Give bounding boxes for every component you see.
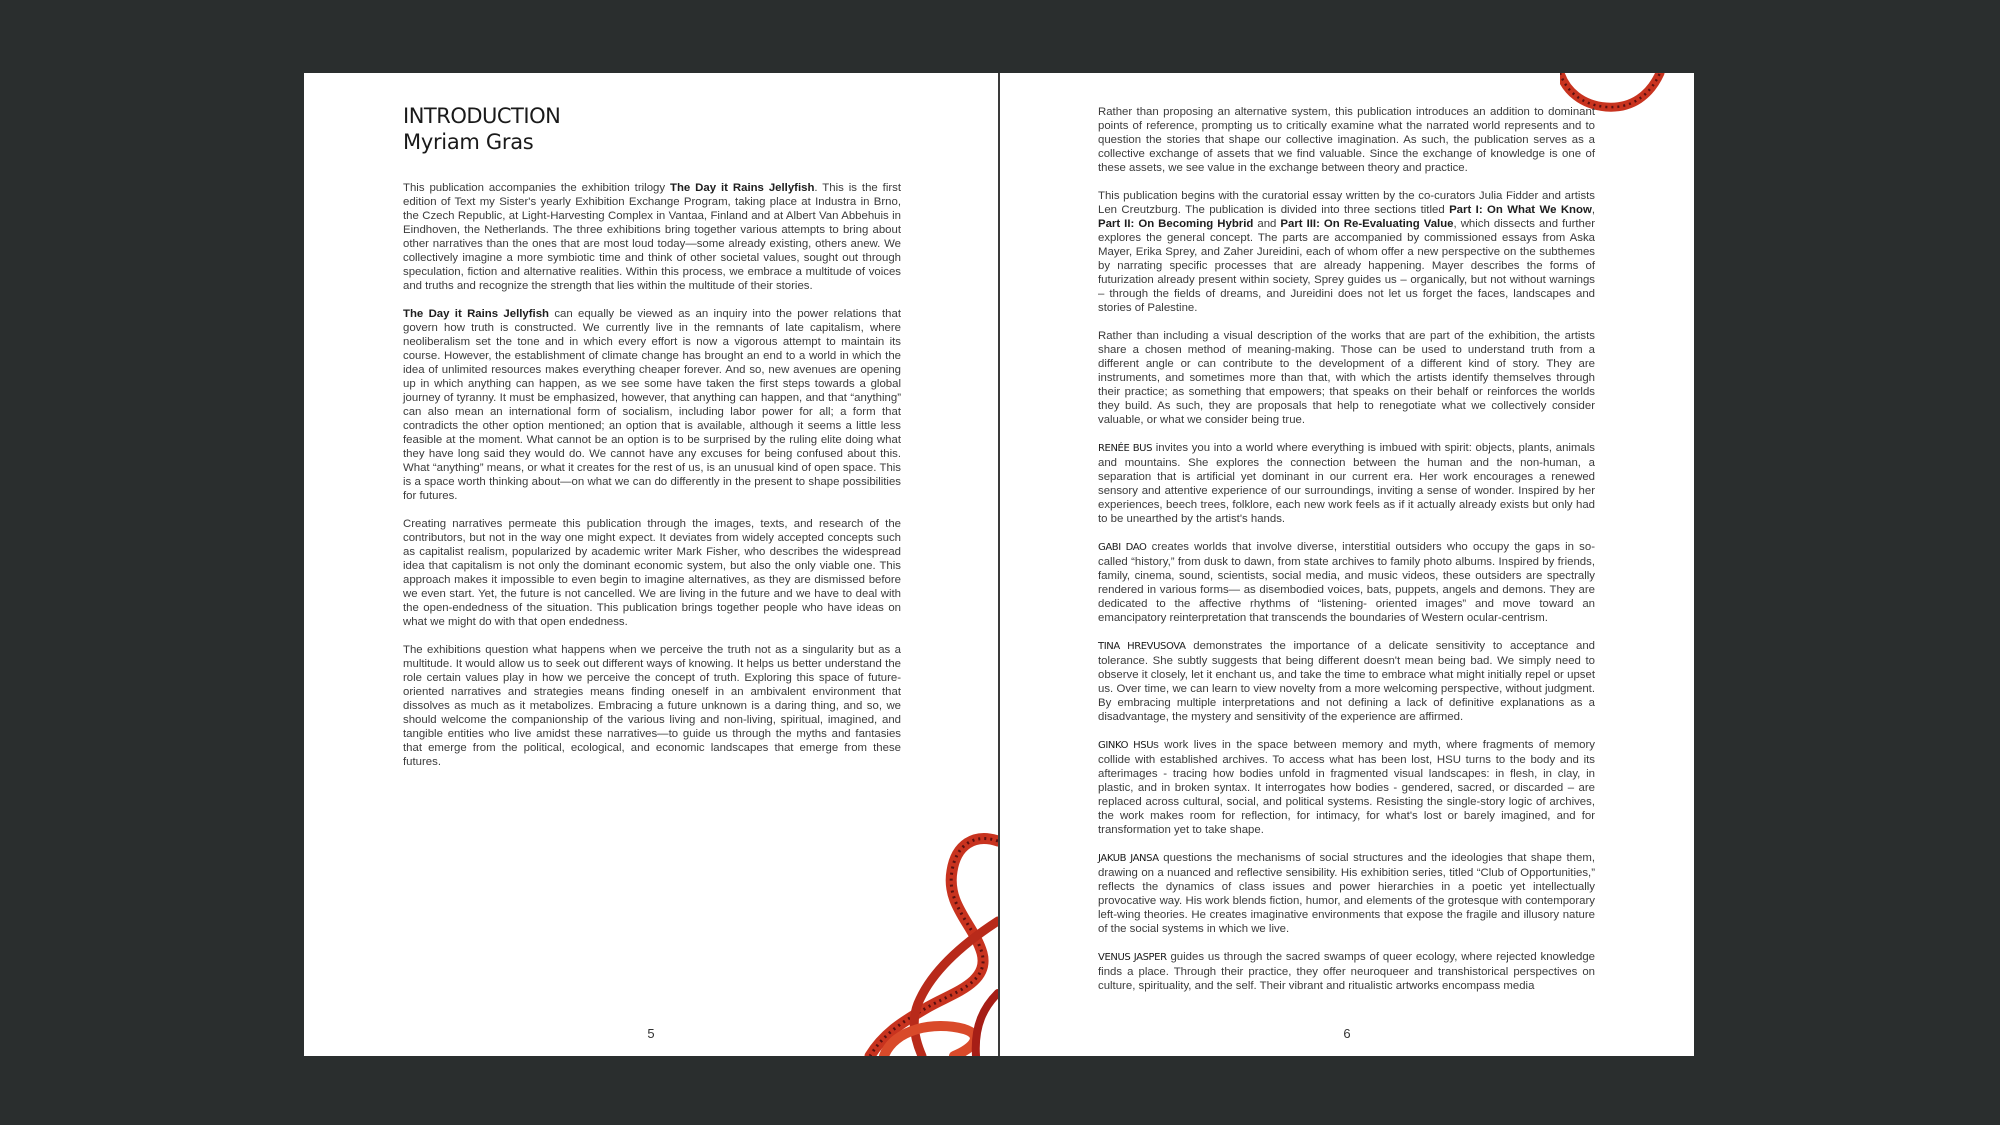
artist-name: GINKO HSU: [1098, 740, 1154, 751]
left-page: [304, 73, 998, 1056]
left-body-text: [403, 181, 901, 783]
paragraph: [403, 643, 901, 769]
artist-text: s work lives in the space between memory and myth, where fragments of memory collide with established archives. To access what has been lost, HSU turns to the body and its afterimages - tracing how bodies unfold in fragmented visual landscapes: in flesh, in clay, in plastic, and in broken syntax. It interrogates how bodies - gendered, sacred, or discarded – are replaced across cultural, social, and political systems. Resisting the single-story logic of archives, the work makes room for reflection, for intimacy, for what's lost or barely imagined, and for transformation yet to take shape.: [1098, 739, 1595, 836]
exhibition-title: The Day it Rains Jellyfish: [403, 308, 549, 320]
book-spread: [304, 73, 1694, 1056]
artist-text: invites you into a world where everything is imbued with spirit: objects, plants, animals and mountains. She explores the connection between the human and the non-human, a separation that is artificial yet dominant in our current era. Her work encourages a renewed sensory and attentive experience of our surroundings, inviting a sense of wonder. Inspired by her experiences, beech trees, folklore, each new work feels as if it actually already exists but only had to be unearthed by the artist's hands.: [1098, 442, 1596, 525]
section-title: Part III: On Re-Evaluating Value: [1280, 218, 1454, 230]
artist-name: JAKUB JANSA: [1098, 853, 1159, 864]
paragraph-text: . This is the first edition of Text my Sister's yearly Exhibition Exchange Program, taking place at Industra in Brno, the Czech Republic, at Light-Harvesting Complex in Vantaa, Finland and at Albert Van Abbehuis in Eindhoven, the Netherlands. The three exhibitions bring together various attempts to bring about other narratives than the ones that are most loud today—some already existing, others anew. We collectively imagine a more symbiotic time and think of other societal values, sought out through speculation, fiction and alternative realities. Within this process, we embrace a multitude of voices and truths and recognize the strength that lies within the multitude of their stories.: [403, 182, 902, 292]
artist-name: VENUS JASPER: [1098, 952, 1167, 963]
artist-text: demonstrates the importance of a delicate sensitivity to acceptance and tolerance. She subtly suggests that being different doesn't mean being bad. We simply need to observe it closely, let it enchant us, and take the time to embrace what might initially repel or upset us. Over time, we can learn to view novelty from a more welcoming perspective, without judgment. By embracing multiple interpretations and not defining a lack of definitive explanations as a disadvantage, the mystery and sensitivity of the experience are affirmed.: [1098, 640, 1595, 723]
artist-paragraph: [1098, 950, 1595, 993]
artist-text: guides us through the sacred swamps of queer ecology, where rejected knowledge finds a place. Through their practice, they offer neuroqueer and transhistorical perspectives on culture, spirituality, and the self. Their vibrant and ritualistic artworks encompass media: [1098, 951, 1595, 992]
page-number: 5: [647, 1026, 655, 1041]
paragraph-text: This publication accompanies the exhibition trilogy: [403, 182, 670, 194]
artist-paragraph: [1098, 851, 1595, 936]
red-loop-artwork: [824, 793, 998, 1056]
paragraph: Rather than proposing an alternative system, this publication introduces an addition to dominant points of reference, prompting us to critically examine what the narrated world represents and to question the stories that shape our collective imagination. As such, the publication serves as a collective exchange of assets that we find valuable. Since the exchange of knowledge is one of these assets, we see value in the exchange between theory and practice.: [1098, 106, 1595, 174]
chapter-heading: [403, 103, 560, 155]
paragraph-text: Creating narratives permeate this publication through the images, texts, and research of the contributors, but not in the way one might expect. It deviates from widely accepted concepts such as capitalist realism, popularized by academic writer Mark Fisher, who describes the widespread idea that capitalism is not only the dominant economic system, but also the only viable one. This approach makes it impossible to even begin to imagine alternatives, as they are dismissed before we even start. Yet, the future is not cancelled. We are living in the future and we have to deal with the open-endedness of the situation. This publication brings together people who have ideas on what we might do with that open endedness.: [403, 518, 901, 628]
artist-paragraph: [1098, 639, 1595, 724]
section-title: Part II: On Becoming Hybrid: [1098, 218, 1254, 230]
chapter-author: Myriam Gras: [403, 130, 534, 154]
paragraph: [403, 517, 901, 629]
artist-text: creates worlds that involve diverse, interstitial outsiders who occupy the gaps in so-called “history,” from dusk to dawn, from state archives to family photo albums. Inspired by friends, family, cinema, sound, scientists, social media, and music videos, these outsiders are spectrally rendered in various forms— as disembodied voices, bats, puppets, angels and demons. They are dedicated to the affective rhythms of “listening- oriented images” and move toward an emancipatory reinterpretation that transcends the boundaries of Western ocular-centrism.: [1098, 541, 1595, 624]
paragraph: Rather than including a visual description of the works that are part of the exhibition, the artists share a chosen method of meaning-making. Those can be used to understand truth from a different angle or can contribute to the development of a different kind of story. They are instruments, and sometimes more than that, with which the artists identify themselves through their practice; as something that empowers; that speaks on their behalf or reinforces the worlds they build. As such, they are proposals that help to renegotiate what we collectively consider valuable, or what we consider being true.: [1098, 330, 1595, 426]
chapter-title: INTRODUCTION: [403, 104, 561, 128]
artist-text: questions the mechanisms of social structures and the ideologies that shape them, drawing on a nuanced and reflective sensibility. His exhibition series, titled “Club of Opportunities,” reflects the dynamics of class issues and power hierarchies in a poetic yet intellectually provocative way. His work blends fiction, humor, and elements of the grotesque with contemporary left-wing theories. He creates imaginative environments that expose the fragile and illusory nature of the social systems in which we live.: [1098, 852, 1595, 935]
right-body-text: [1098, 105, 1595, 1007]
artist-paragraph: [1098, 441, 1595, 526]
exhibition-title: The Day it Rains Jellyfish: [670, 182, 815, 194]
paragraph: [403, 307, 901, 503]
artist-name: RENÉE BUS: [1098, 443, 1153, 454]
paragraph: [1098, 189, 1595, 315]
paragraph-text: ,: [1591, 204, 1595, 216]
paragraph-text: can equally be viewed as an inquiry into the power relations that govern how truth is constructed. We currently live in the remnants of late capitalism, where neoliberalism set the tone and in which every effort is now a vigorous attempt to maintain its course. However, the establishment of climate change has brought an end to a world in which the idea of unlimited resources makes everything cheaper forever. And so, new avenues are opening up in which anything can happen, as we see some have taken the first steps towards a global journey of tyranny. It must be emphasized, however, that anything can happen, and that “anything” can also mean an international form of socialism, including labor power for all; a form that contradicts the other option mentioned; an option that is available, although it seems a little less feasible at the moment. What cannot be an option is to be surprised by the ruling elite doing what they have long said they would do. We cannot have any excuses for being confused about this. What “anything” means, or what it creates for the rest of us, is an unusual kind of open space. This is a space worth thinking about—on what we can do differently in the present to shape possibilities for futures.: [403, 308, 901, 502]
artist-paragraph: [1098, 540, 1595, 625]
paragraph-text: This publication begins with the curatorial essay written by the co-curators Julia Fidder and artists Len Creutzburg. The publication is divided into three sections titled: [1098, 190, 1595, 216]
artist-name: GABI DAO: [1098, 542, 1147, 553]
paragraph-text: The exhibitions question what happens when we perceive the truth not as a singularity but as a multitude. It would allow us to seek out different ways of knowing. It helps us better understand the role certain values play in how we perceive the concept of truth. Exploring this space of future-oriented narratives and strategies means finding oneself in an ambivalent environment that dissolves as much as it metabolizes. Embracing a future unknown is a daring thing, and so, we should welcome the companionship of the various living and non-living, spiritual, imagined, and tangible entities who live amidst these narratives—to guide us through the myths and fantasies that emerge from the political, ecological, and economic landscapes that emerge from these futures.: [403, 644, 901, 768]
page-number: 6: [1343, 1026, 1351, 1041]
artist-name: TINA HREVUSOVA: [1098, 641, 1186, 652]
right-page: [1000, 73, 1694, 1056]
paragraph: [403, 181, 901, 293]
section-title: Part I: On What We Know: [1449, 204, 1592, 216]
paragraph-text: , which dissects and further explores the general concept. The parts are accompanied by commissioned essays from Aska Mayer, Erika Sprey, and Zaher Jureidini, each of whom offer a new perspective on the subthemes by narrating specific processes that are already happening. Mayer describes the forms of futurization already present within society, Sprey guides us – organically, but not without warnings – through the fields of dreams, and Jureidini does not let us forget the faces, landscapes and stories of Palestine.: [1098, 218, 1595, 314]
artist-paragraph: [1098, 738, 1595, 837]
paragraph-text: and: [1253, 218, 1281, 230]
